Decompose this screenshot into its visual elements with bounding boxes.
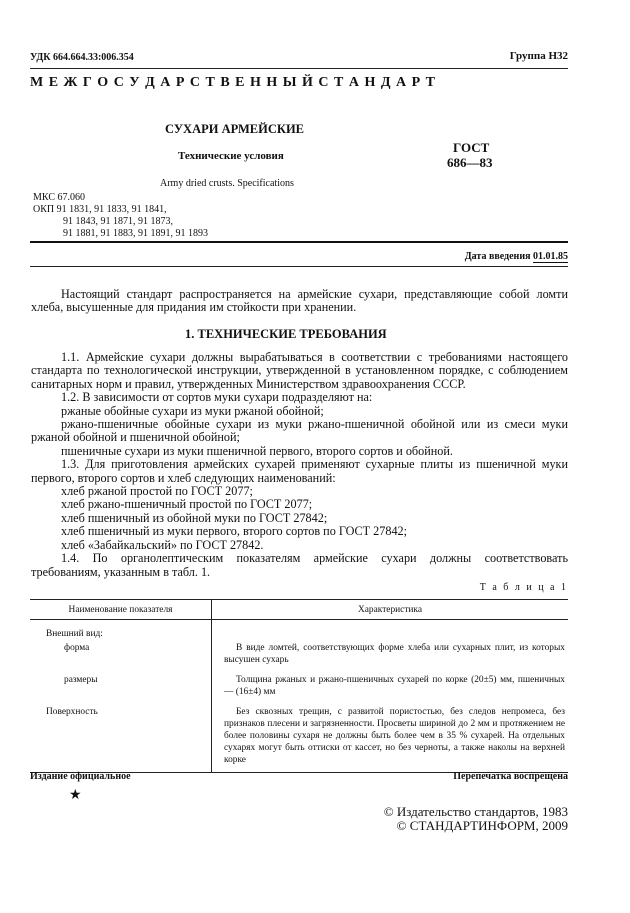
bread-item: хлеб пшеничный из обойной муки по ГОСТ 27842; [61,510,328,525]
copyright-standartinform: © СТАНДАРТИНФОРМ, 2009 [396,818,568,833]
table-cell-value: Без сквозных трещин, с развитой пористостью, без следов непромеса, без признаков плесени и загрязненности. Просветы шириной до 2 мм и протяжением не более половины сухаря не должны быть более чем в 35 % сухарей. На отдельных сухарях могут быть оттиски от кассет, но без черноты, а также наколы на верхней корке [212,706,569,773]
english-title: Army dried crusts. Specifications [160,178,294,189]
clause-1-2-b: ржано-пшеничные обойные сухари из муки ржано-пшеничной обойной или из смеси муки ржаной обойной и пшеничной обойной; [31,417,568,445]
gost-number: 686—83 [447,155,493,170]
table-cell-value: Толщина ржаных и ржано-пшеничных сухарей по корке (20±5) мм, пшеничных — (16±4) мм [224,675,565,697]
bread-item: хлеб ржано-пшеничный простой по ГОСТ 2077; [61,497,313,512]
bread-item: хлеб ржаной простой по ГОСТ 2077; [61,484,253,499]
table-row [30,620,568,641]
group-code: Группа Н32 [509,50,568,62]
copyright-publisher: © Издательство стандартов, 1983 [383,804,568,819]
clause-1-2-c: пшеничные сухари из муки пшеничной первого, второго сортов и обойной. [61,443,453,458]
document-subtitle: Технические условия [178,150,284,162]
star-icon: ★ [69,788,82,803]
interstate-standard-banner: М Е Ж Г О С У Д А Р С Т В Е Н Н Ы Й С Т А Н Д А Р Т [30,75,435,90]
okp-line-3: 91 1881, 91 1883, 91 1891, 91 1893 [63,228,208,239]
reprint-prohibited-label: Перепечатка воспрещена [453,771,568,782]
table-cell-name: форма [30,640,212,674]
title-rule [30,241,568,243]
section-heading: 1. ТЕХНИЧЕСКИЕ ТРЕБОВАНИЯ [185,327,387,341]
intro-date-label: Дата введения [464,251,531,262]
clause-1-2-a: ржаные обойные сухари из муки ржаной обойной; [61,403,324,418]
table-cell-name: размеры [30,674,212,706]
clause-1-2: 1.2. В зависимости от сортов муки сухари подразделяют на: [61,390,373,405]
gost-label: ГОСТ [453,140,490,155]
clause-1-1: 1.1. Армейские сухари должны вырабатываться в соответствии с требованиями настоящего стандарта по технологической инструкции, утвержденной в установленном порядке, с соблюдением санитарных норм и правил, утвержденных Министерством здравоохранения СССР. [31,350,568,391]
mks-code: МКС 67.060 [33,192,85,203]
intro-date [465,251,568,262]
table-group-label: Внешний вид: [30,620,212,641]
intro-paragraph: Настоящий стандарт распространяется на армейские сухари, представляющие собой ломти хлеба, высушенные для придания им стойкости при хранении. [31,287,568,315]
section-1-body [31,351,568,579]
official-edition-label: Издание официальное [30,771,131,782]
okp-line-1: ОКП 91 1831, 91 1833, 91 1841, [33,204,167,215]
clause-1-4: 1.4. По органолептическим показателям армейские сухари должны соответствовать требованиям, указанным в табл. 1. [31,551,568,579]
column-header-characteristic: Характеристика [212,600,569,620]
bread-item: хлеб «Забайкальский» по ГОСТ 27842. [61,537,264,552]
clause-1-3: 1.3. Для приготовления армейских сухарей применяют сухарные плиты из пшеничной муки первого, второго сортов и хлеб следующих наименований: [31,457,568,485]
table-header-row [30,600,568,620]
table-cell-name: Поверхность [30,706,212,773]
header-rule [30,68,568,69]
table-row [30,706,568,773]
intro-date-value: 01.01.85 [533,251,568,262]
date-rule [30,266,568,267]
document-title: СУХАРИ АРМЕЙСКИЕ [165,122,305,136]
table-1 [30,599,568,773]
table-cell-value: В виде ломтей, соответствующих форме хлеба или сухарных плит, из которых высушен сухарь [224,643,565,665]
udk-code: УДК 664.664.33:006.354 [30,52,134,63]
bread-item: хлеб пшеничный из муки первого, второго сортов по ГОСТ 27842; [61,524,408,539]
okp-line-2: 91 1843, 91 1871, 91 1873, [63,216,173,227]
table-row [30,640,568,674]
column-header-indicator: Наименование показателя [30,600,212,620]
intro-block [31,288,568,315]
table-row [30,674,568,706]
table-caption: Т а б л и ц а 1 [479,582,568,593]
